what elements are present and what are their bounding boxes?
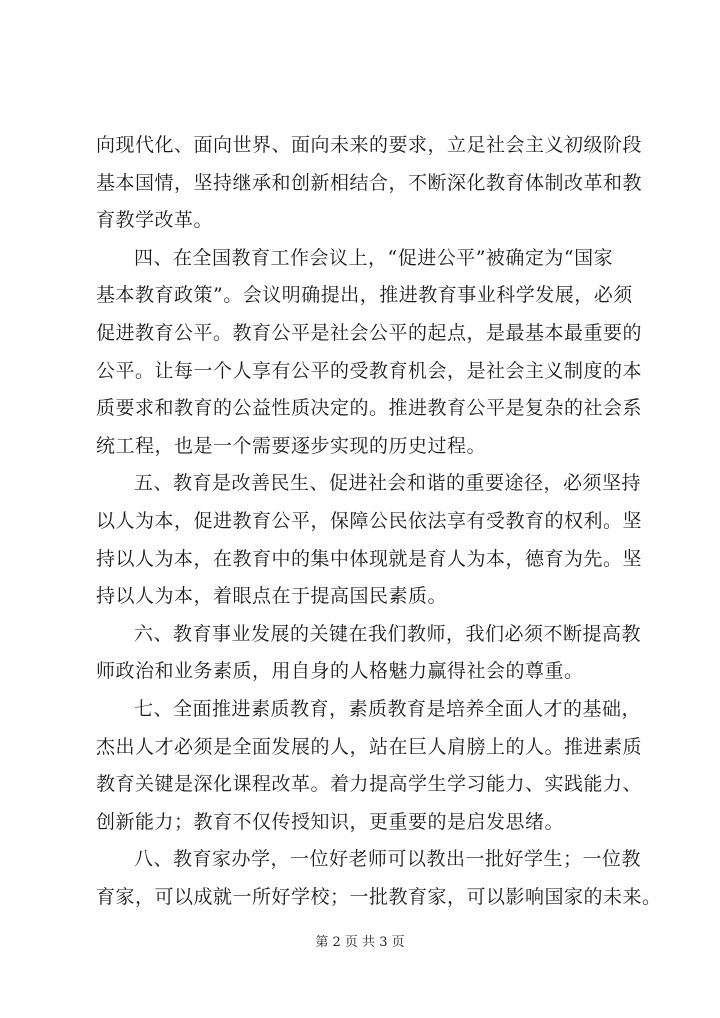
text-line: 促进教育公平。教育公平是社会公平的起点，是最基本最重要的 [96, 321, 643, 344]
page-number-footer: 第 2 页 共 3 页 [315, 935, 405, 950]
paragraph-item-8 [96, 841, 662, 916]
text-line: 师政治和业务素质，用自身的人格魅力赢得社会的尊重。 [96, 660, 584, 683]
text-line: 基本国情，坚持继承和创新相结合，不断深化教育体制改革和教 [96, 171, 643, 194]
text-line: 以人为本，促进教育公平，保障公民依法享有受教育的权利。坚 [96, 509, 643, 532]
text-line: 四、在全国教育工作会议上，“促进公平”被确定为“国家 [134, 246, 614, 269]
paragraph-item-5 [96, 465, 643, 615]
paragraph-item-6 [96, 616, 642, 691]
text-line: 六、教育事业发展的关键在我们教师，我们必须不断提高教 [134, 622, 642, 645]
text-line: 质要求和教育的公益性质决定的。推进教育公平是复杂的社会系 [96, 397, 643, 420]
text-line: 五、教育是改善民生、促进社会和谐的重要途径，必须坚持 [134, 472, 642, 495]
text-line: 统工程，也是一个需要逐步实现的历史过程。 [96, 434, 487, 457]
text-line: 育家，可以成就一所好学校；一批教育家，可以影响国家的未来。 [96, 885, 662, 908]
text-line: 基本教育政策”。会议明确提出，推进教育事业科学发展，必须 [96, 284, 633, 307]
text-line: 创新能力；教育不仅传授知识，更重要的是启发思绪。 [96, 810, 565, 833]
text-line: 持以人为本，着眼点在于提高国民素质。 [96, 585, 448, 608]
text-line: 八、教育家办学，一位好老师可以教出一批好学生；一位教 [134, 848, 642, 871]
paragraph-continued [96, 127, 643, 240]
text-line: 持以人为本，在教育中的集中体现就是育人为本，德育为先。坚 [96, 547, 643, 570]
text-line: 杰出人才必须是全面发展的人，站在巨人肩膀上的人。推进素质 [96, 735, 643, 758]
text-line: 育教学改革。 [96, 209, 214, 232]
text-line: 七、全面推进素质教育，素质教育是培养全面人才的基础， [134, 697, 642, 720]
text-line: 公平。让每一个人享有公平的受教育机会，是社会主义制度的本 [96, 359, 643, 382]
text-line: 教育关键是深化课程改革。着力提高学生学习能力、实践能力、 [96, 773, 643, 796]
paragraph-item-4 [96, 240, 643, 466]
text-line: 向现代化、面向世界、面向未来的要求，立足社会主义初级阶段 [96, 134, 643, 156]
paragraph-item-7 [96, 691, 643, 841]
document-body [96, 127, 662, 916]
